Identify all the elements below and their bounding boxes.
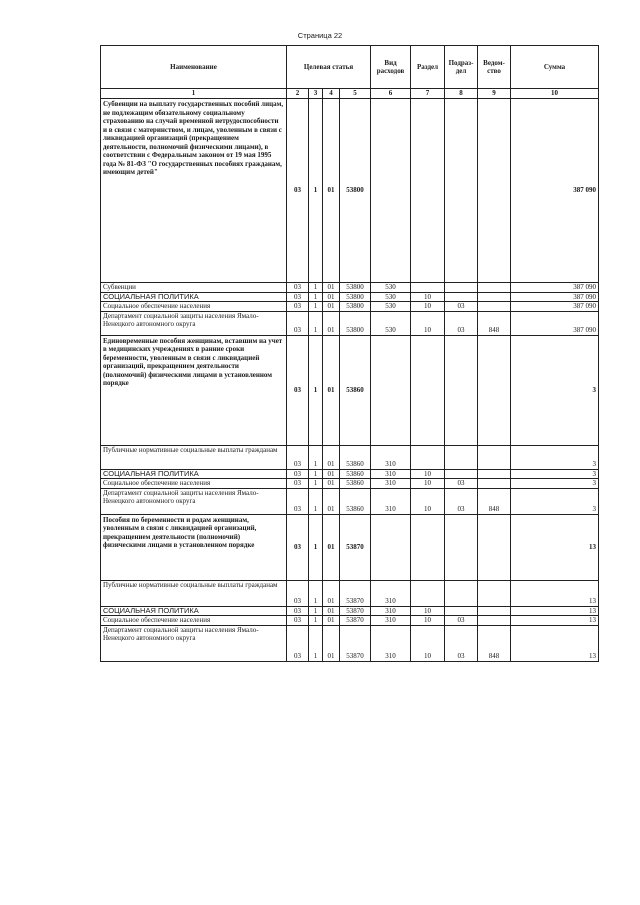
row-name: Социальное обеспечение населения [101, 616, 287, 626]
sum-cell: 3 [511, 479, 599, 489]
section-cell [411, 283, 445, 293]
header-name: Наименование [101, 46, 287, 89]
row-name: Публичные нормативные социальные выплаты гражданам [101, 445, 287, 469]
header-sum: Сумма [511, 46, 599, 89]
column-number: 6 [371, 89, 411, 99]
sum-cell: 3 [511, 488, 599, 514]
column-number: 5 [340, 89, 371, 99]
header-subsection: Подраз-дел [445, 46, 478, 89]
target-part-2: 1 [309, 335, 323, 445]
row-name: СОЦИАЛЬНАЯ ПОЛИТИКА [101, 292, 287, 302]
sum-cell: 3 [511, 445, 599, 469]
subsection-cell [445, 283, 478, 293]
table-row [101, 479, 599, 489]
target-part-1: 03 [287, 606, 309, 616]
expense-type-cell [371, 99, 411, 283]
target-part-3: 01 [323, 479, 340, 489]
target-part-2: 1 [309, 616, 323, 626]
table-row [101, 616, 599, 626]
target-part-3: 01 [323, 488, 340, 514]
target-part-1: 03 [287, 469, 309, 479]
sum-cell: 3 [511, 335, 599, 445]
section-cell: 10 [411, 469, 445, 479]
section-cell: 10 [411, 302, 445, 312]
table-row [101, 99, 599, 283]
subsection-cell [445, 469, 478, 479]
row-name: Субвенции на выплату государственных пособий лицам, не подлежащим обязательному социальному страхованию на случай временной нетрудоспособности и в связи с материнством, и лицам, уволенным в связи с ликвидацией организаций (прекращением деятельности, полномочий физическими лицами), в соответствии с Федеральным законом от 19 мая 1995 года № 81-ФЗ "О государственных пособиях гражданам, имеющим детей" [101, 99, 287, 283]
target-part-3: 01 [323, 311, 340, 335]
department-cell [478, 616, 511, 626]
sum-cell: 387 090 [511, 99, 599, 283]
column-number: 7 [411, 89, 445, 99]
target-code: 53870 [340, 580, 371, 606]
section-cell: 10 [411, 606, 445, 616]
sum-cell: 387 090 [511, 283, 599, 293]
target-part-1: 03 [287, 302, 309, 312]
row-name: Департамент социальной защиты населения Ямало-Ненецкого автономного округа [101, 625, 287, 661]
target-part-1: 03 [287, 335, 309, 445]
subsection-cell [445, 606, 478, 616]
expense-type-cell: 310 [371, 606, 411, 616]
section-cell [411, 514, 445, 580]
sum-cell: 13 [511, 606, 599, 616]
subsection-cell: 03 [445, 479, 478, 489]
expense-type-cell: 530 [371, 302, 411, 312]
header-expense-type: Вид расходов [371, 46, 411, 89]
sum-cell: 387 090 [511, 292, 599, 302]
table-row [101, 606, 599, 616]
target-code: 53870 [340, 625, 371, 661]
table-row [101, 302, 599, 312]
expense-type-cell [371, 335, 411, 445]
target-code: 53860 [340, 335, 371, 445]
target-part-1: 03 [287, 479, 309, 489]
target-part-1: 03 [287, 283, 309, 293]
column-number: 2 [287, 89, 309, 99]
column-number: 10 [511, 89, 599, 99]
target-part-2: 1 [309, 469, 323, 479]
row-name: Публичные нормативные социальные выплаты гражданам [101, 580, 287, 606]
target-part-2: 1 [309, 99, 323, 283]
target-part-3: 01 [323, 335, 340, 445]
department-cell [478, 606, 511, 616]
target-code: 53800 [340, 311, 371, 335]
expense-type-cell: 310 [371, 580, 411, 606]
target-part-2: 1 [309, 292, 323, 302]
target-code: 53800 [340, 292, 371, 302]
target-part-3: 01 [323, 616, 340, 626]
section-cell [411, 99, 445, 283]
sum-cell: 387 090 [511, 311, 599, 335]
department-cell [478, 99, 511, 283]
section-cell: 10 [411, 488, 445, 514]
subsection-cell: 03 [445, 311, 478, 335]
row-name: СОЦИАЛЬНАЯ ПОЛИТИКА [101, 606, 287, 616]
subsection-cell [445, 292, 478, 302]
expense-type-cell: 310 [371, 445, 411, 469]
target-part-2: 1 [309, 625, 323, 661]
target-part-2: 1 [309, 302, 323, 312]
target-part-3: 01 [323, 292, 340, 302]
subsection-cell [445, 335, 478, 445]
sum-cell: 387 090 [511, 302, 599, 312]
target-part-1: 03 [287, 514, 309, 580]
row-name: Пособия по беременности и родам женщинам, уволенным в связи с ликвидацией организаций, прекращением деятельности (полномочий) физическими лицами в установленном порядке [101, 514, 287, 580]
column-number: 4 [323, 89, 340, 99]
department-cell: 848 [478, 625, 511, 661]
department-cell [478, 283, 511, 293]
column-number: 1 [101, 89, 287, 99]
target-code: 53860 [340, 488, 371, 514]
target-part-3: 01 [323, 606, 340, 616]
target-code: 53870 [340, 514, 371, 580]
column-number: 9 [478, 89, 511, 99]
section-cell [411, 580, 445, 606]
target-code: 53800 [340, 302, 371, 312]
header-section: Раздел [411, 46, 445, 89]
target-code: 53870 [340, 606, 371, 616]
row-name: Социальное обеспечение населения [101, 302, 287, 312]
expense-type-cell: 310 [371, 625, 411, 661]
department-cell [478, 302, 511, 312]
row-name: Субвенции [101, 283, 287, 293]
subsection-cell [445, 445, 478, 469]
department-cell: 848 [478, 488, 511, 514]
subsection-cell: 03 [445, 625, 478, 661]
target-part-1: 03 [287, 445, 309, 469]
target-part-3: 01 [323, 283, 340, 293]
target-part-1: 03 [287, 292, 309, 302]
target-part-1: 03 [287, 488, 309, 514]
target-part-1: 03 [287, 580, 309, 606]
target-part-3: 01 [323, 302, 340, 312]
department-cell: 848 [478, 311, 511, 335]
header-department: Ведом-ство [478, 46, 511, 89]
table-row [101, 469, 599, 479]
target-part-2: 1 [309, 445, 323, 469]
section-cell [411, 445, 445, 469]
sum-cell: 3 [511, 469, 599, 479]
target-code: 53800 [340, 283, 371, 293]
target-part-3: 01 [323, 514, 340, 580]
expense-type-cell: 530 [371, 283, 411, 293]
row-name: Департамент социальной защиты населения Ямало-Ненецкого автономного округа [101, 311, 287, 335]
target-code: 53860 [340, 469, 371, 479]
column-number: 3 [309, 89, 323, 99]
row-name: Департамент социальной защиты населения Ямало-Ненецкого автономного округа [101, 488, 287, 514]
section-cell: 10 [411, 616, 445, 626]
target-part-2: 1 [309, 311, 323, 335]
target-code: 53860 [340, 445, 371, 469]
target-part-2: 1 [309, 283, 323, 293]
target-part-2: 1 [309, 488, 323, 514]
row-name: Единовременные пособия женщинам, вставшим на учет в медицинских учреждениях в ранние сроки беременности, уволенным в связи с ликвидацией организаций, прекращением деятельности (полномочий) физическими лицами в установленном порядке [101, 335, 287, 445]
table-body [101, 99, 599, 662]
section-cell: 10 [411, 292, 445, 302]
section-cell [411, 335, 445, 445]
section-cell: 10 [411, 479, 445, 489]
subsection-cell: 03 [445, 488, 478, 514]
expense-type-cell: 310 [371, 479, 411, 489]
target-part-2: 1 [309, 606, 323, 616]
target-part-1: 03 [287, 311, 309, 335]
section-cell: 10 [411, 625, 445, 661]
sum-cell: 13 [511, 625, 599, 661]
row-name: Социальное обеспечение населения [101, 479, 287, 489]
expense-type-cell: 310 [371, 488, 411, 514]
target-code: 53800 [340, 99, 371, 283]
department-cell [478, 445, 511, 469]
column-number: 8 [445, 89, 478, 99]
table-row [101, 625, 599, 661]
target-part-1: 03 [287, 625, 309, 661]
expense-type-cell: 530 [371, 311, 411, 335]
expense-type-cell: 310 [371, 616, 411, 626]
subsection-cell [445, 99, 478, 283]
table-row [101, 283, 599, 293]
target-code: 53870 [340, 616, 371, 626]
target-part-3: 01 [323, 625, 340, 661]
target-part-2: 1 [309, 514, 323, 580]
header-row [101, 46, 599, 89]
target-part-3: 01 [323, 445, 340, 469]
target-part-1: 03 [287, 616, 309, 626]
subsection-cell: 03 [445, 616, 478, 626]
target-code: 53860 [340, 479, 371, 489]
header-target-article: Целевая статья [287, 46, 371, 89]
target-part-2: 1 [309, 580, 323, 606]
sum-cell: 13 [511, 580, 599, 606]
budget-table [100, 45, 599, 662]
sum-cell: 13 [511, 616, 599, 626]
table-row [101, 580, 599, 606]
department-cell [478, 580, 511, 606]
department-cell [478, 479, 511, 489]
target-part-1: 03 [287, 99, 309, 283]
target-part-2: 1 [309, 479, 323, 489]
subsection-cell [445, 580, 478, 606]
column-number-row [101, 89, 599, 99]
department-cell [478, 292, 511, 302]
sum-cell: 13 [511, 514, 599, 580]
table-row [101, 335, 599, 445]
table-row [101, 292, 599, 302]
table-row [101, 445, 599, 469]
expense-type-cell [371, 514, 411, 580]
table-row [101, 311, 599, 335]
section-cell: 10 [411, 311, 445, 335]
table-row [101, 514, 599, 580]
table-row [101, 488, 599, 514]
page-label: Страница 22 [297, 31, 343, 40]
target-part-3: 01 [323, 469, 340, 479]
department-cell [478, 514, 511, 580]
department-cell [478, 469, 511, 479]
subsection-cell [445, 514, 478, 580]
expense-type-cell: 530 [371, 292, 411, 302]
row-name: СОЦИАЛЬНАЯ ПОЛИТИКА [101, 469, 287, 479]
subsection-cell: 03 [445, 302, 478, 312]
target-part-3: 01 [323, 99, 340, 283]
expense-type-cell: 310 [371, 469, 411, 479]
department-cell [478, 335, 511, 445]
target-part-3: 01 [323, 580, 340, 606]
